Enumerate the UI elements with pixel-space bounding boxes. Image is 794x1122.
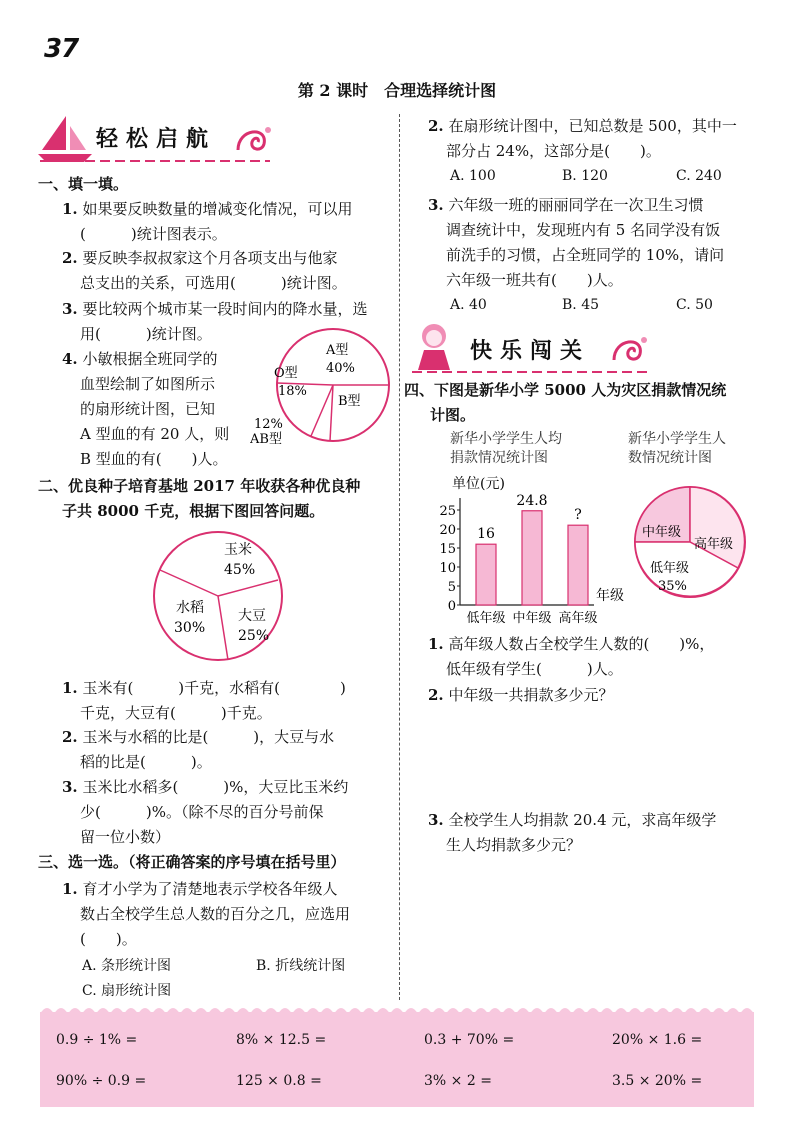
option-a: A. 条形统计图	[82, 958, 172, 974]
option-b: B. 45	[562, 297, 600, 313]
title-line: 计图。	[430, 406, 476, 424]
y-tick-label: 15	[439, 542, 456, 557]
x-category-label: 中年级	[512, 611, 552, 626]
section-1-title: 一、填一填。	[38, 175, 129, 193]
q-number: 3.	[428, 196, 444, 214]
section-3-title: 三、选一选。（将正确答案的序号填在括号里）	[38, 853, 346, 871]
q-line: 高年级人数占全校学生人数的( )%，	[448, 635, 715, 653]
bar-chart-title	[450, 430, 562, 468]
character-mascot-icon	[406, 318, 462, 372]
q-line: 调查统计中，发现班内有 5 名同学没有饭	[446, 221, 721, 239]
q-number: 2.	[62, 249, 78, 267]
q-line: 数占全校学生总人数的百分之几，应选用	[80, 905, 351, 923]
pie-label-low: 低年级	[650, 561, 690, 576]
blood-type-pie-chart	[250, 322, 396, 450]
donation-bar-chart	[430, 472, 630, 628]
banner-underline-ornament	[412, 368, 652, 376]
y-tick-label: 5	[447, 580, 456, 595]
pie-label-ab: AB型	[250, 432, 282, 447]
s1-question-1	[62, 197, 392, 247]
q-line: 血型绘制了如图所示	[80, 375, 216, 393]
option-a: A. 100	[450, 168, 496, 184]
q-line: 六年级一班共有( )人。	[446, 271, 623, 289]
x-axis-label: 年级	[596, 588, 624, 604]
q-line: 前洗手的习惯，占全班同学的 10%，请问	[446, 246, 725, 264]
q-line: 少( )%。（除不尽的百分号前保	[80, 803, 324, 821]
y-tick-label: 0	[447, 599, 456, 614]
q-line: 小敏根据全班同学的	[82, 350, 218, 368]
q-number: 3.	[62, 300, 78, 318]
title-line: 四、下图是新华小学 5000 人为灾区捐款情况统	[404, 381, 727, 399]
bar-value-label: 24.8	[516, 492, 548, 509]
calc-item: 8% × 12.5 =	[236, 1032, 327, 1048]
pie-value-ab: 12%	[254, 417, 283, 432]
seed-harvest-pie-chart	[150, 528, 286, 664]
q-line: 部分占 24%，这部分是( )。	[446, 142, 661, 160]
q-number: 2.	[428, 117, 444, 135]
option-c: C. 扇形统计图	[82, 983, 172, 999]
s4-question-1	[428, 632, 768, 682]
q-line: ( )统计图表示。	[80, 225, 227, 243]
x-category-label: 高年级	[558, 611, 598, 626]
q-line: 中年级一共捐款多少元？	[448, 686, 614, 704]
y-axis-label: 单位(元)	[452, 476, 505, 492]
q-line: 留一位小数）	[80, 828, 171, 846]
student-count-pie-chart	[632, 484, 748, 600]
section-2-title	[38, 474, 398, 524]
q-line: 如果要反映数量的增减变化情况，可以用	[82, 200, 353, 218]
pie-value-rice: 30%	[174, 620, 206, 636]
s4-question-3	[428, 808, 768, 858]
q-line: 千克，大豆有( )千克。	[80, 704, 272, 722]
section-4-title	[404, 378, 774, 428]
calc-item: 3% × 2 =	[424, 1073, 492, 1089]
q-line: 生人均捐款多少元？	[446, 836, 582, 854]
q-line: 要比较两个城市某一段时间内的降水量，选	[82, 300, 368, 318]
pie-value-o: 18%	[278, 384, 307, 399]
pie-value-a: 40%	[326, 361, 355, 376]
q-line: 玉米与水稻的比是( )，大豆与水	[82, 728, 335, 746]
option-b: B. 折线统计图	[256, 958, 346, 974]
calc-item: 125 × 0.8 =	[236, 1073, 322, 1089]
title-line: 捐款情况统计图	[450, 450, 548, 466]
q-number: 3.	[428, 811, 444, 829]
q-number: 4.	[62, 350, 78, 368]
s3-question-2	[428, 114, 768, 164]
q-line: A 型血的有 20 人，则	[80, 425, 230, 443]
q-line: 要反映李叔叔家这个月各项支出与他家	[82, 249, 338, 267]
q-number: 1.	[62, 880, 78, 898]
q-line: ( )。	[80, 930, 137, 948]
pie-label-corn: 玉米	[224, 542, 252, 558]
y-tick-label: 10	[439, 561, 456, 576]
option-c: C. 240	[676, 168, 722, 184]
x-category-label: 低年级	[466, 611, 506, 626]
q-number: 1.	[428, 635, 444, 653]
bar-value-label: 16	[477, 526, 495, 543]
q-line: 总支出的关系，可选用( )统计图。	[80, 274, 347, 292]
y-tick-label: 20	[439, 523, 456, 538]
option-c: C. 50	[676, 297, 713, 313]
q-number: 3.	[62, 778, 78, 796]
calc-item: 3.5 × 20% =	[612, 1073, 703, 1089]
column-divider	[399, 114, 400, 1000]
option-a: A. 40	[450, 297, 487, 313]
q-line: 低年级有学生( )人。	[446, 660, 623, 678]
q-line: 的扇形统计图，已知	[80, 400, 216, 418]
q-line: 育才小学为了清楚地表示学校各年级人	[82, 880, 338, 898]
s1-question-4	[62, 347, 262, 472]
pie-label-o: O型	[274, 366, 298, 381]
q-line: 稻的比是( )。	[80, 753, 212, 771]
pie-label-rice: 水稻	[176, 600, 204, 616]
q-number: 2.	[428, 686, 444, 704]
page-number: 37	[44, 34, 79, 64]
s4-question-2	[428, 683, 768, 708]
q-number: 1.	[62, 200, 78, 218]
bar-0	[476, 544, 496, 605]
bar-2	[568, 525, 588, 605]
option-b: B. 120	[562, 168, 608, 184]
s2-question-2	[62, 725, 392, 775]
title-line: 新华小学学生人均	[450, 431, 562, 447]
q-line: 全校学生人均捐款 20.4 元，求高年级学	[448, 811, 717, 829]
pie-label-b: B型	[338, 394, 361, 409]
swirl-ornament-icon	[608, 330, 650, 370]
title-line: 新华小学学生人	[628, 431, 726, 447]
lesson-title: 第 2 课时 合理选择统计图	[297, 81, 497, 100]
pie-label-soy: 大豆	[238, 608, 266, 624]
bar-1	[522, 511, 542, 605]
title-line: 二、优良种子培育基地 2017 年收获各种优良种	[38, 477, 361, 495]
title-line: 子共 8000 千克，根据下图回答问题。	[62, 502, 325, 520]
banner-easy-start: 轻松启航	[96, 127, 217, 152]
q-number: 2.	[62, 728, 78, 746]
swirl-ornament-icon	[232, 120, 274, 160]
s3-question-1	[62, 877, 392, 952]
q-line: B 型血的有( )人。	[80, 450, 228, 468]
pie-value-low: 35%	[658, 579, 687, 594]
pie-value-corn: 45%	[224, 562, 256, 578]
title-line: 数情况统计图	[628, 450, 712, 466]
bar-value-label: ?	[574, 507, 582, 524]
q-number: 1.	[62, 679, 78, 697]
q-line: 玉米比水稻多( )%，大豆比玉米约	[82, 778, 349, 796]
s1-question-2	[62, 246, 392, 296]
banner-underline-ornament	[40, 156, 270, 166]
calc-item: 0.3 + 70% =	[424, 1032, 515, 1048]
q-line: 用( )统计图。	[80, 325, 212, 343]
q-line: 六年级一班的丽丽同学在一次卫生习惯	[448, 196, 704, 214]
pie-label-high: 高年级	[694, 537, 734, 552]
pie-label-mid: 中年级	[642, 525, 682, 540]
s3-question-3	[428, 193, 768, 293]
pie-label-a: A型	[326, 343, 349, 358]
s2-question-1	[62, 676, 392, 726]
pie-value-soy: 25%	[238, 628, 270, 644]
q-line: 玉米有( )千克，水稻有( )	[82, 679, 346, 697]
banner-happy-challenge: 快乐闯关	[470, 339, 591, 364]
calc-item: 90% ÷ 0.9 =	[56, 1073, 147, 1089]
y-tick-label: 25	[439, 504, 456, 519]
pie-chart-title	[628, 430, 726, 468]
calc-item: 20% × 1.6 =	[612, 1032, 703, 1048]
mental-math-box	[40, 1012, 754, 1107]
q-line: 在扇形统计图中，已知总数是 500，其中一	[448, 117, 737, 135]
calc-item: 0.9 ÷ 1% =	[56, 1032, 138, 1048]
s2-question-3	[62, 775, 392, 850]
